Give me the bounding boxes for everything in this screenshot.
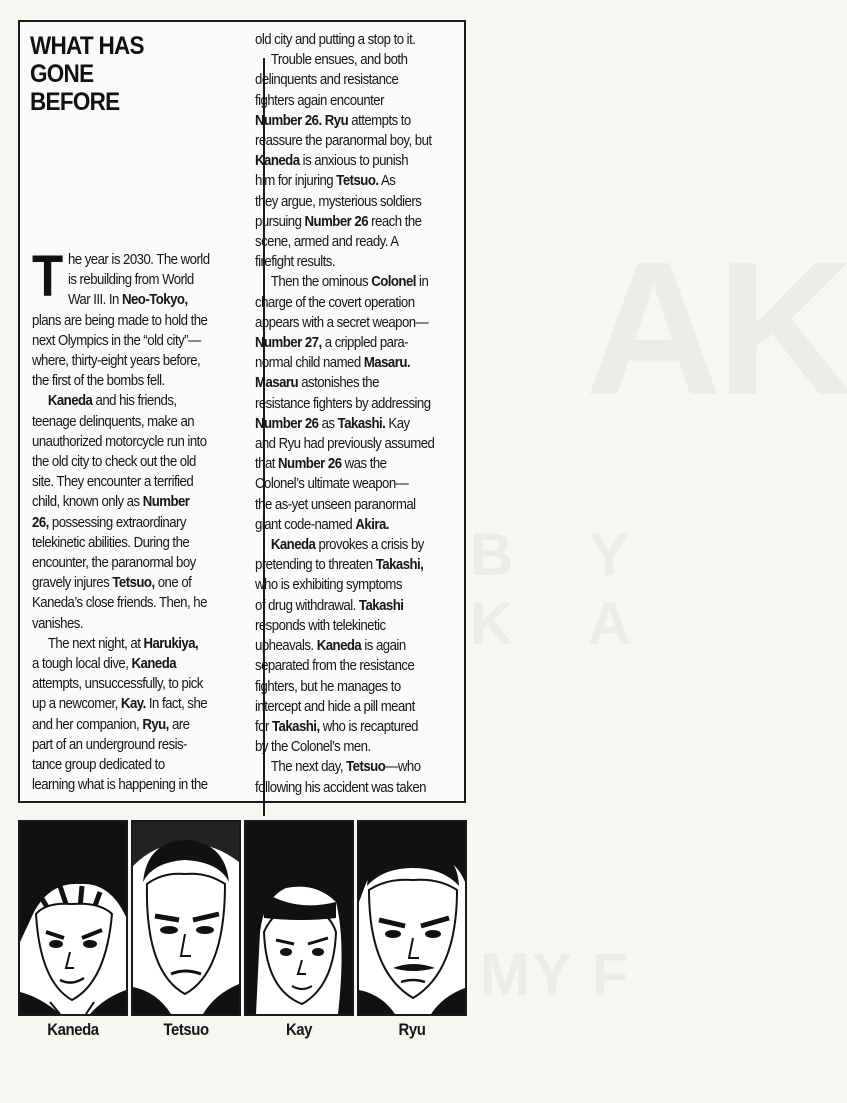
paragraph-kaneda: Kaneda and his friends, teenage delinquents, make an unauthorized motorcycle run into the old city to check out the old site. They encounter a terrified child, known only as Number 26, possessing extraordinary telekinetic abilities. During the encounter, the paranormal boy gravely injures Tetsuo, one of Kaneda’s close friends. Then, he vanishes. [32, 392, 207, 632]
ryu-illustration [359, 822, 465, 1014]
paragraph-colonel: Then the ominous Colonel in charge of the covert operation appears with a secret weapon— Number 27, a crippled para- normal child named Masaru. Masaru astonishes the resistance fighters by addressing Number 26 as Takashi. Kay and Ryu had previously assumed that Number 26 was the Colonel’s ultimate weapon— the as-yet unseen paranormal giant code-named Akira. [255, 273, 435, 533]
paragraph-harukiya: The next night, at Harukiya, a tough local dive, Kaneda attempts, unsuccessfully, to pick up a newcomer, Kay. In fact, she and her companion, Ryu, are part of an underground resis- tance group dedicated to learning what is happening in the [32, 634, 208, 794]
section-heading: WHAT HAS GONE BEFORE [30, 32, 144, 116]
paragraph-trouble: Trouble ensues, and both delinquents and resistance fighters again encounter Number 26. Ryu attempts to reassure the paranormal boy, but Kaneda is anxious to punish him for injuring Tetsuo. As they argue, mysterious soldiers pursuing Number 26 reach the scene, armed and ready. A firefight results. [255, 51, 432, 271]
paragraph-intro: The year is 2030. The world is rebuilding from World War III. In Neo-Tokyo, plans are being made to hold the next Olympics in the “old city”— where, thirty-eight years before, the first of the bombs fell. [32, 244, 210, 390]
portrait-kay [244, 820, 354, 1016]
caption-kaneda: Kaneda [47, 1020, 99, 1039]
portrait-tetsuo [131, 820, 241, 1016]
right-column [255, 30, 475, 798]
kay-illustration [246, 822, 352, 1014]
caption-ryu: Ryu [398, 1020, 426, 1039]
paragraph-continuation: old city and putting a stop to it. [255, 31, 416, 48]
kaneda-illustration [20, 822, 126, 1014]
caption-kay: Kay [285, 1020, 313, 1039]
summary-box [18, 20, 466, 803]
paragraph-crisis: Kaneda provokes a crisis by pretending to threaten Takashi, who is exhibiting symptoms of drug withdrawal. Takashi responds with telekinetic upheavals. Kaneda is again separated from the resistance fighters, but he manages to intercept and hide a pill meant for Takashi, who is recaptured by the Colonel’s men. [255, 536, 424, 756]
paragraph-tetsuo: The next day, Tetsuo—who following his accident was taken [255, 758, 426, 796]
portrait-ryu [357, 820, 467, 1016]
caption-tetsuo: Tetsuo [163, 1020, 209, 1039]
tetsuo-illustration [133, 822, 239, 1014]
background-title-lettering: AK [585, 223, 847, 435]
background-byline-lettering: B Y K A [470, 521, 662, 657]
drop-cap: T [32, 244, 63, 309]
portrait-kaneda [18, 820, 128, 1016]
left-column [32, 244, 250, 795]
background-subtitle-lettering: MY F [480, 941, 631, 1008]
